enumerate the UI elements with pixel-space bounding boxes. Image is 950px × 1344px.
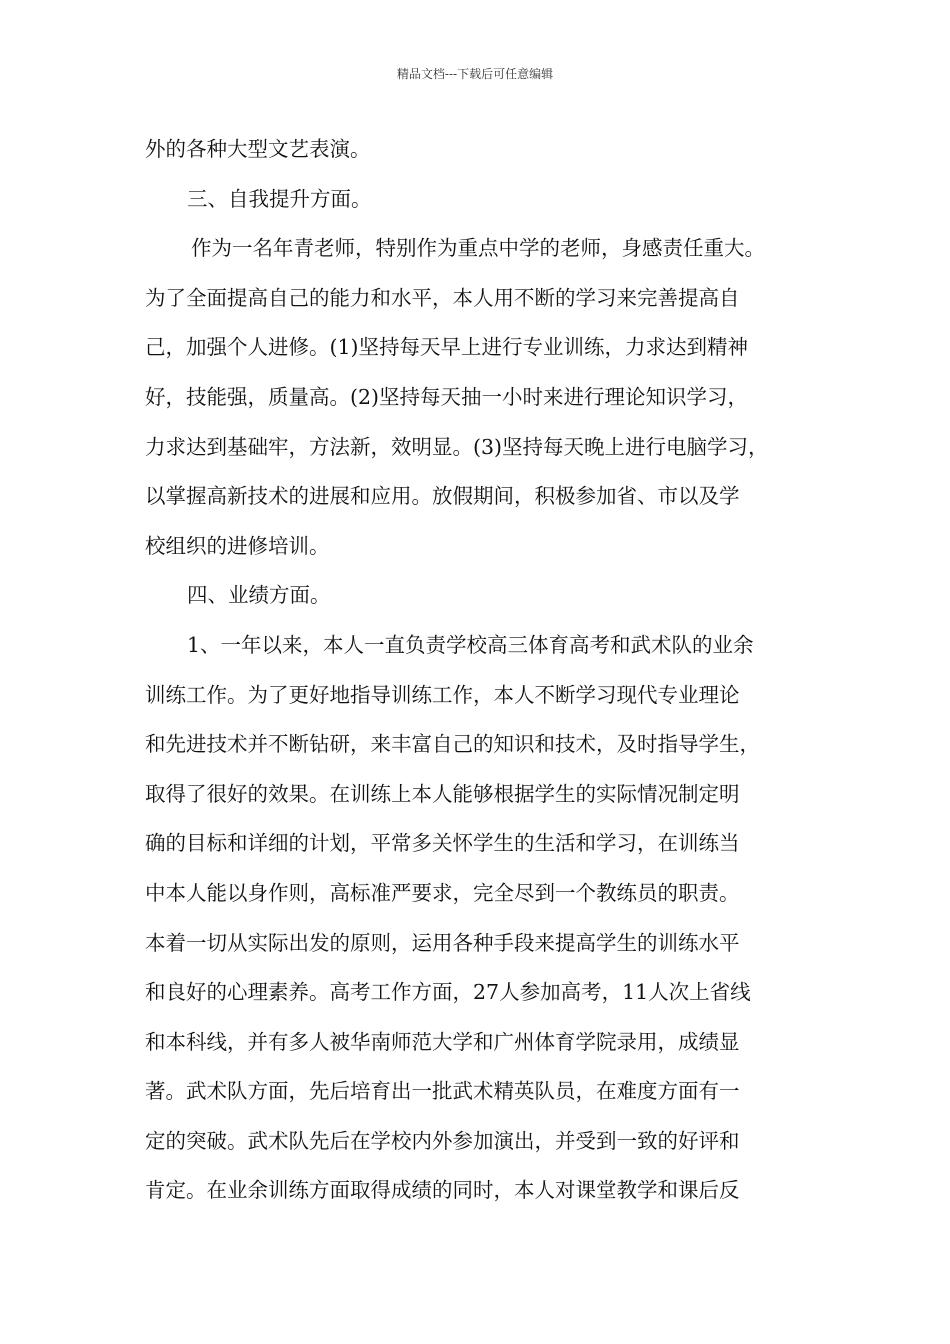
text-line: 中本人能以身作则，高标准严要求，完全尽到一个教练员的职责。 [145,880,740,905]
text-line: 作为一名年青老师，特别作为重点中学的老师，身感责任重大。 [191,236,765,261]
text-line: 和本科线，并有多人被华南师范大学和广州体育学院录用，成绩显 [145,1029,740,1054]
text-line: 和良好的心理素养。高考工作方面，27人参加高考，11人次上省线 [145,980,751,1005]
text-line: 以掌握高新技术的进展和应用。放假期间，积极参加省、市以及学 [145,484,740,509]
section-heading: 三、自我提升方面。 [187,186,372,211]
text-line: 1、一年以来，本人一直负责学校高三体育高考和武术队的业余 [187,632,754,657]
text-line: 定的突破。武术队先后在学校内外参加演出，并受到一致的好评和 [145,1128,740,1153]
text-line: 外的各种大型文艺表演。 [145,137,371,161]
text-line: 为了全面提高自己的能力和水平，本人用不断的学习来完善提高自 [145,285,740,310]
text-line: 确的目标和详细的计划，平常多关怀学生的生活和学习，在训练当 [145,831,740,856]
text-line: 好，技能强，质量高。(2)坚持每天抽一小时来进行理论知识学习， [145,384,749,409]
text-line: 肯定。在业余训练方面取得成绩的同时，本人对课堂教学和课后反 [145,1178,740,1203]
section-heading: 四、业绩方面。 [187,583,331,608]
document-body [145,125,810,1216]
text-line: 校组织的进修培训。 [145,533,330,558]
page-header: 精品文档---下载后可任意编辑 [396,67,554,81]
text-line: 本着一切从实际出发的原则，运用各种手段来提高学生的训练水平 [145,930,740,955]
text-line: 己，加强个人进修。(1)坚持每天早上进行专业训练，力求达到精神 [145,335,749,360]
text-line: 取得了很好的效果。在训练上本人能够根据学生的实际情况制定明 [145,781,740,806]
text-line: 力求达到基础牢，方法新，效明显。(3)坚持每天晚上进行电脑学习， [145,434,769,459]
text-line: 训练工作。为了更好地指导训练工作，本人不断学习现代专业理论 [145,682,740,707]
text-line: 和先进技术并不断钻研，来丰富自己的知识和技术，及时指导学生， [145,732,760,757]
text-line: 著。武术队方面，先后培育出一批武术精英队员，在难度方面有一 [145,1079,740,1104]
